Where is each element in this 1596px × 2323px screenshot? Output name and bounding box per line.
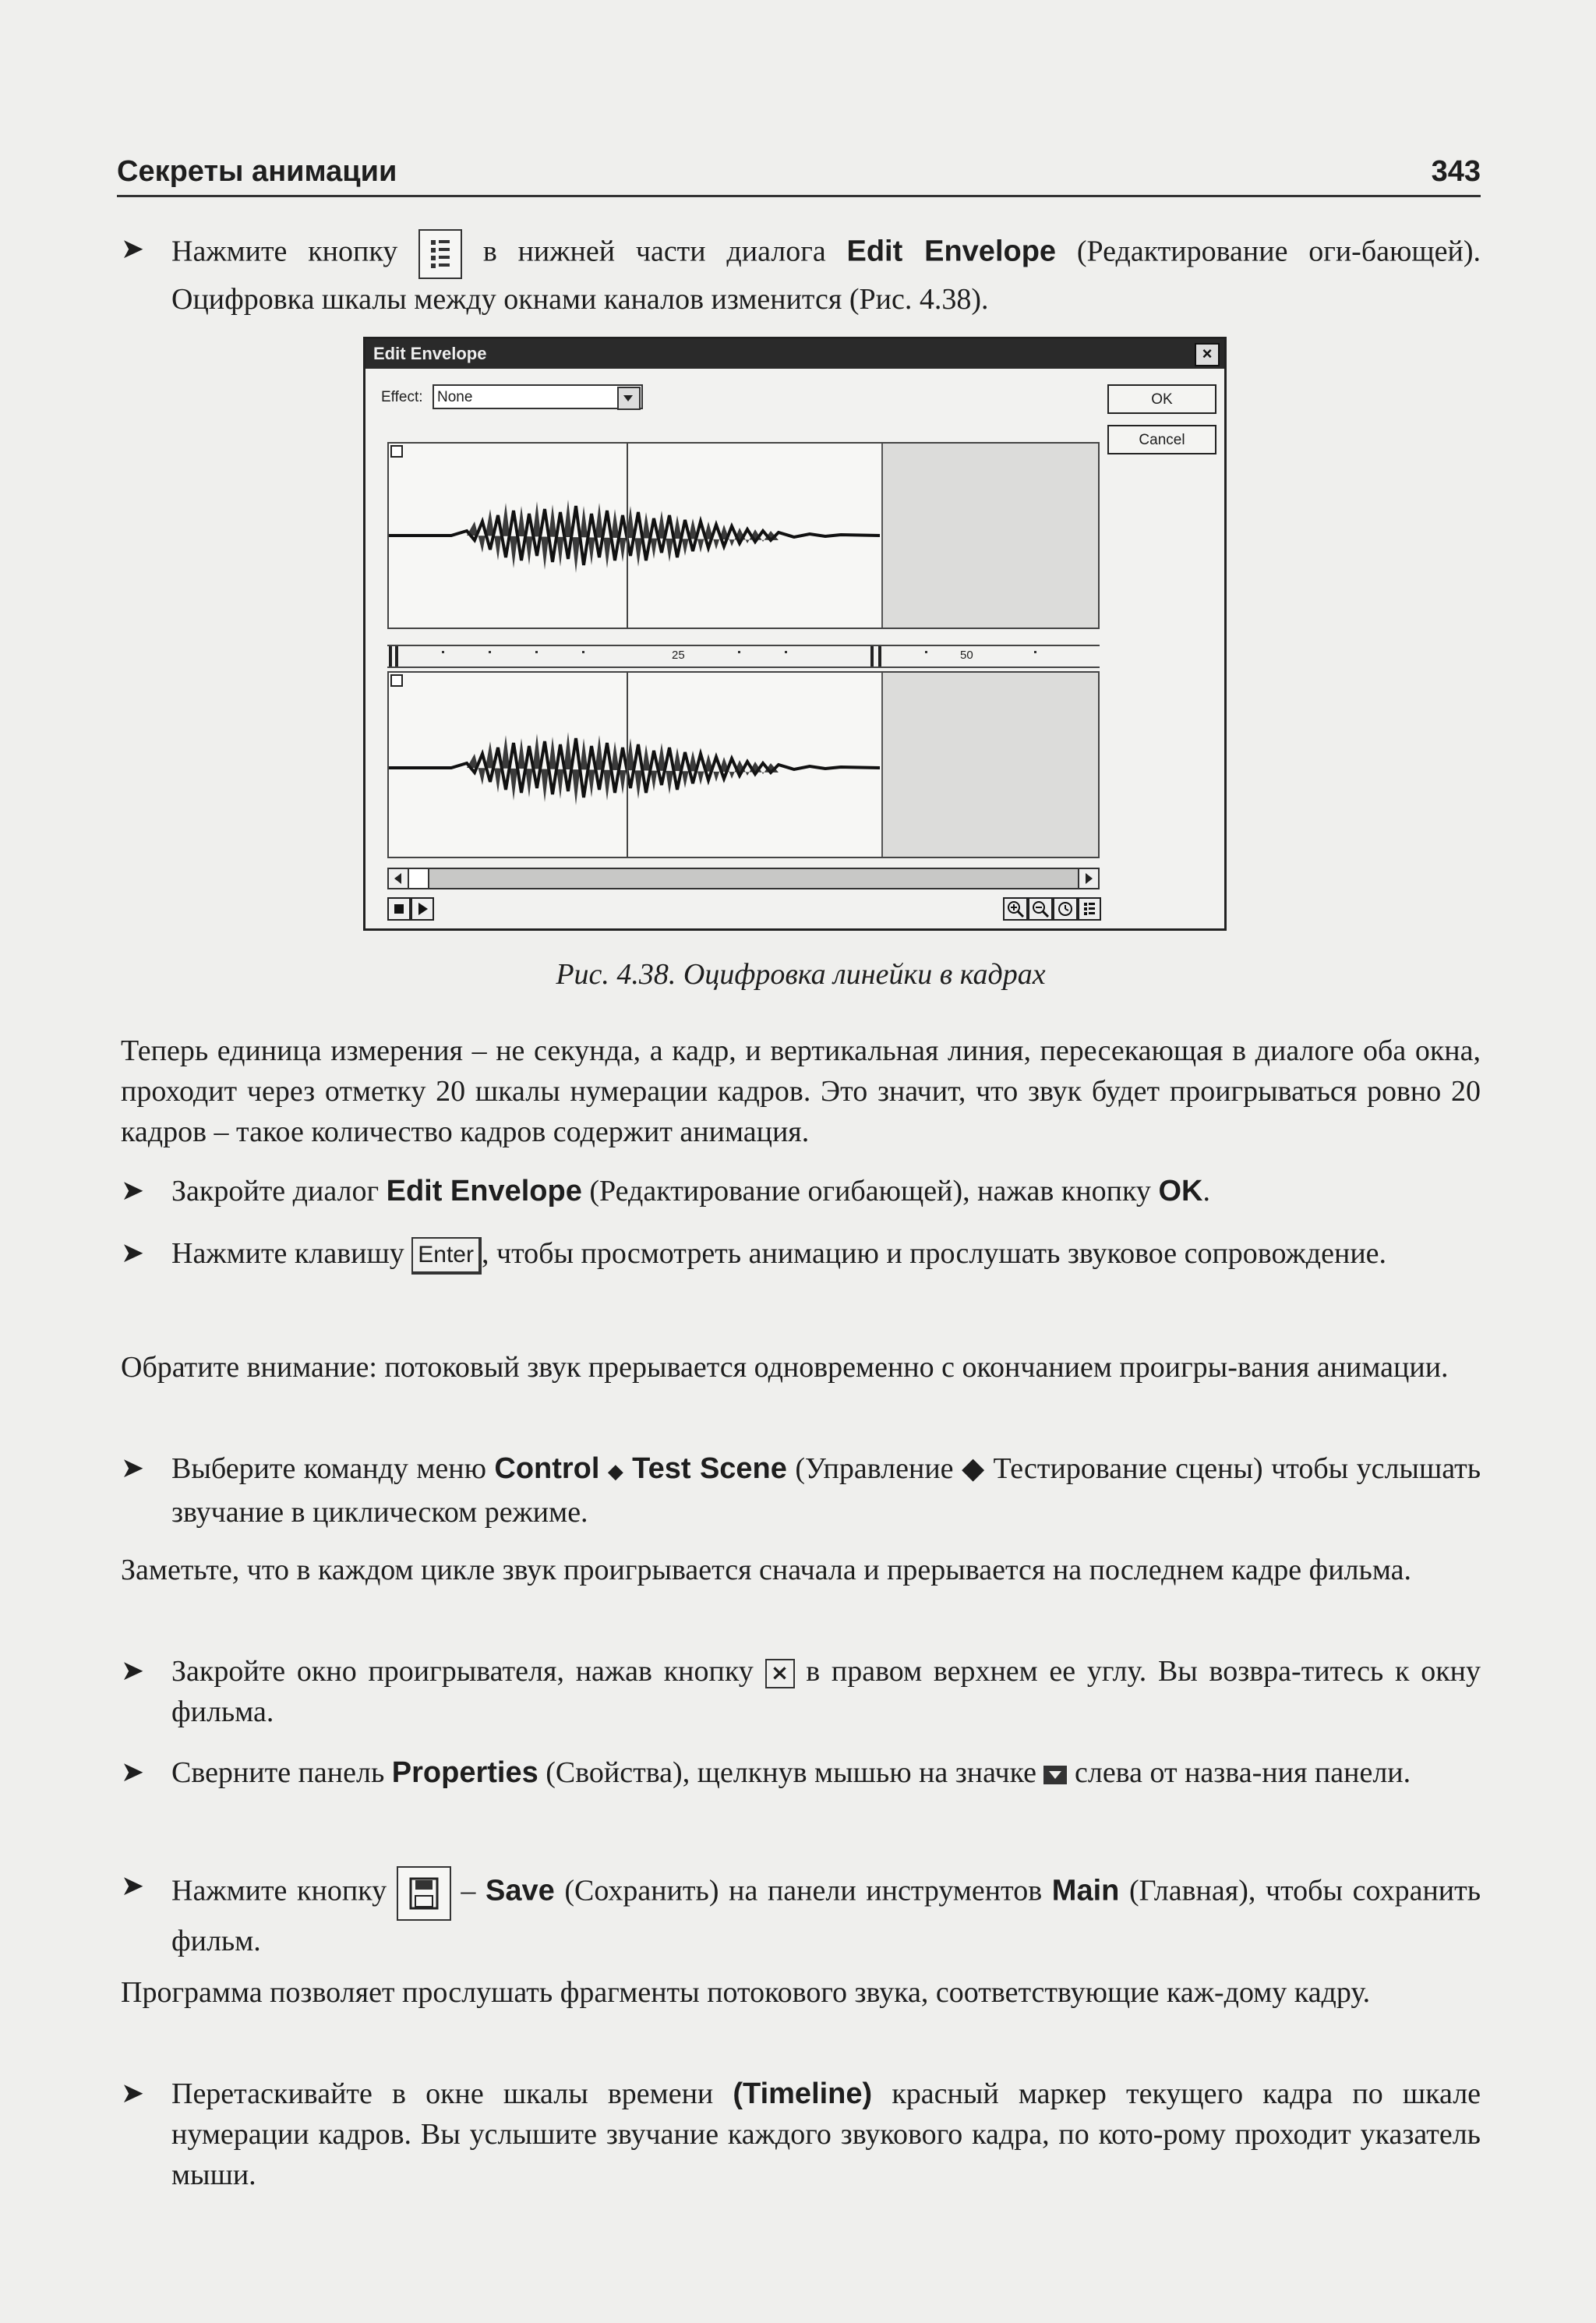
- zoom-in-icon[interactable]: [1003, 897, 1028, 921]
- envelope-handle[interactable]: [390, 445, 403, 458]
- text: (Управление ◆ Тестирование сцены) чтобы услышать звучание в циклическом режиме.: [171, 1452, 1481, 1529]
- end-marker-line: [881, 444, 883, 628]
- bullet-close-player: [121, 1651, 1481, 1732]
- text-bold: OK: [1158, 1175, 1203, 1207]
- page-number: 343: [1431, 155, 1481, 188]
- collapse-arrow-icon: [1043, 1766, 1067, 1784]
- text: (Главная), чтобы сохранить фильм.: [171, 1874, 1481, 1957]
- envelope-handle[interactable]: [390, 674, 403, 687]
- ruler-label-50: 50: [960, 649, 973, 662]
- enter-key: Enter: [411, 1237, 482, 1275]
- text-bold: (Timeline): [733, 2077, 873, 2110]
- paragraph: Теперь единица измерения – не секунда, а кадр, и вертикальная линия, пересекающая в диалоге оба окна, проходит через отметку 20 шкалы нумерации кадров. Это значит, что звук будет проигрываться ровно 20 кадров – такое количество кадров содержит анимация.: [121, 1034, 1481, 1148]
- text: Закройте диалог: [171, 1175, 380, 1207]
- bullet-arrow-icon: ➤: [121, 1452, 145, 1484]
- bullet-arrow-icon: ➤: [121, 1756, 145, 1788]
- text: , чтобы просмотреть анимацию и прослушать звуковое сопровождение.: [481, 1237, 1387, 1270]
- text: (Редактирование оги-бающей). Оцифровка шкалы между окнами каналов изменится (Рис. 4.38).: [171, 235, 1481, 316]
- text-bold: Control: [494, 1452, 600, 1485]
- text: слева от назва-ния панели.: [1074, 1756, 1411, 1789]
- frame-ruler[interactable]: [387, 645, 1100, 668]
- text: Закройте окно проигрывателя, нажав кнопку: [171, 1655, 754, 1688]
- effect-value: None: [437, 389, 473, 405]
- text: –: [461, 1874, 476, 1908]
- bullet-save: [121, 1866, 1481, 1961]
- bullet-drag-marker: [121, 2074, 1481, 2195]
- bullet-arrow-icon: ➤: [121, 233, 145, 265]
- effect-select[interactable]: [433, 384, 643, 409]
- dialog-title: Edit Envelope: [373, 344, 487, 363]
- bullet-close-dialog: [121, 1171, 1481, 1211]
- text-bold: Edit Envelope: [386, 1175, 582, 1207]
- text-bold: Save: [485, 1874, 555, 1908]
- paragraph: Заметьте, что в каждом цикле звук проигрывается сначала и прерывается на последнем кадре фильма.: [121, 1554, 1412, 1586]
- text: (Свойства), щелкнув мышью на значке: [546, 1756, 1036, 1789]
- zoom-out-icon[interactable]: [1028, 897, 1053, 921]
- text: (Редактирование огибающей), нажав кнопку: [589, 1175, 1151, 1207]
- bullet-press-enter: [121, 1233, 1481, 1275]
- bullet-arrow-icon: ➤: [121, 2077, 145, 2109]
- text: Нажмите кнопку: [171, 235, 398, 268]
- text-bold: Test Scene: [632, 1452, 787, 1485]
- paragraph: Программа позволяет прослушать фрагменты потокового звука, соответствующие каж-дому кадру.: [121, 1976, 1371, 2009]
- running-head: [117, 154, 1481, 189]
- text-bold: Properties: [391, 1756, 538, 1789]
- figure-caption: Рис. 4.38. Оцифровка линейки в кадрах: [556, 958, 1046, 991]
- chapter-title: Секреты анимации: [117, 155, 397, 188]
- save-icon: [397, 1866, 451, 1921]
- horizontal-scrollbar[interactable]: [387, 868, 1100, 889]
- chevron-down-icon[interactable]: [617, 387, 641, 410]
- header-rule: [117, 195, 1481, 197]
- dialog-titlebar: [365, 339, 1224, 369]
- text: Нажмите кнопку: [171, 1874, 387, 1908]
- clock-seconds-icon[interactable]: [1053, 897, 1078, 921]
- bullet-test-scene: [121, 1448, 1481, 1533]
- frames-icon[interactable]: [1078, 897, 1101, 921]
- left-channel-waveform[interactable]: [387, 442, 1100, 629]
- bullet-arrow-icon: ➤: [121, 1237, 145, 1269]
- bullet-press-button: [121, 229, 1481, 320]
- scroll-right-icon[interactable]: [1078, 869, 1098, 888]
- envelope-frames-icon: [418, 229, 462, 279]
- text-bold: Main: [1051, 1874, 1120, 1908]
- text: в нижней части диалога: [482, 235, 826, 268]
- right-channel-waveform[interactable]: [387, 671, 1100, 858]
- waveform-graphic: [389, 673, 1100, 858]
- ruler-label-25: 25: [672, 649, 685, 662]
- ok-button[interactable]: OK: [1107, 384, 1216, 414]
- end-marker-line: [881, 673, 883, 857]
- frame-marker-line: [627, 673, 628, 857]
- scroll-left-icon[interactable]: [389, 869, 409, 888]
- play-button[interactable]: [411, 897, 434, 921]
- edit-envelope-dialog: [363, 337, 1227, 931]
- text: (Сохранить) на панели инструментов: [564, 1874, 1043, 1908]
- close-button[interactable]: ×: [1195, 343, 1220, 366]
- cancel-button[interactable]: Cancel: [1107, 425, 1216, 454]
- text: Сверните панель: [171, 1756, 385, 1789]
- close-icon: ×: [765, 1659, 795, 1688]
- text: в правом верхнем ее углу. Вы возвра-титесь к окну фильма.: [171, 1655, 1481, 1728]
- frame-marker-line: [627, 444, 628, 628]
- text: красный маркер текущего кадра по шкале нумерации кадров. Вы услышите звучание каждого звукового кадра, по кото-рому проходит указатель мыши.: [171, 2077, 1481, 2191]
- stop-button[interactable]: [387, 897, 411, 921]
- waveform-graphic: [389, 444, 1100, 629]
- text: Выберите команду меню: [171, 1452, 486, 1485]
- bullet-collapse-properties: [121, 1752, 1481, 1793]
- bullet-arrow-icon: ➤: [121, 1655, 145, 1687]
- effect-label: Effect:: [381, 389, 423, 405]
- text-bold: Edit Envelope: [846, 235, 1057, 268]
- text: Перетаскивайте в окне шкалы времени: [171, 2077, 714, 2110]
- scroll-thumb[interactable]: [409, 869, 429, 888]
- menu-separator: ◆: [607, 1460, 624, 1483]
- paragraph: Обратите внимание: потоковый звук прерывается одновременно с окончанием проигры-вания анимации.: [121, 1351, 1449, 1384]
- bullet-arrow-icon: ➤: [121, 1870, 145, 1902]
- bullet-arrow-icon: ➤: [121, 1175, 145, 1207]
- text: .: [1202, 1175, 1210, 1207]
- text: Нажмите клавишу: [171, 1237, 404, 1270]
